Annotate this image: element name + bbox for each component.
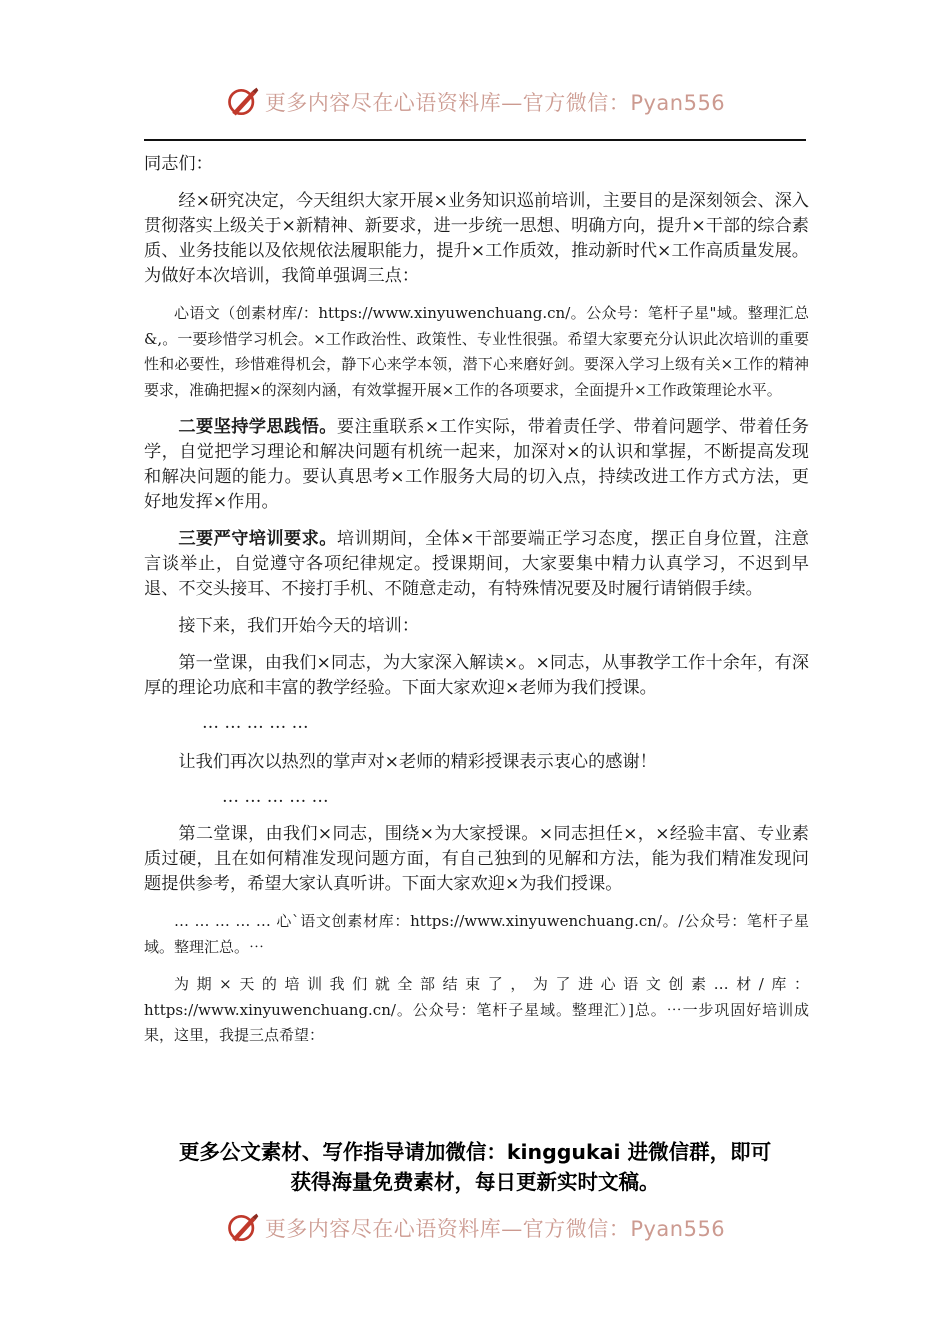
point-two-title: 二要坚持学思践悟。 (178, 417, 337, 437)
transition-paragraph: 接下来，我们开始今天的培训： (178, 616, 420, 636)
point-two-paragraph (144, 415, 809, 515)
point-two-text: 要注重联系×工作实际，带着责任学、带着问题学、带着任务学，自觉把学习理论和解决问题有机统一起来，加深对×的认识和掌握，不断提高发现和解决问题的能力。要认真思考×工作服务大局的切入点，持续改进工作方式方法，更好地发挥×作用。 (144, 417, 809, 512)
ellipsis-line-2: … … … … … (222, 787, 329, 807)
footer-banner (0, 1206, 950, 1250)
closing-paragraph: 为期×天的培训我们就全部结束了，为了进心语文创素…材/库：https://www.xinyuwenchuang.cn/。公众号：笔杆子星域。整理汇）]总。⋯一步巩固好培训成果，这里，我提三点希望： (144, 975, 809, 1044)
pen-logo-icon (225, 1210, 261, 1246)
point-three-title: 三要严守培训要求。 (178, 529, 337, 549)
ellipsis-line-3: … … … … … 心`语文创素材库：https://www.xinyuwenchuang.cn/。/公众号：笔杆子星域。整理汇总。⋯ (144, 912, 809, 956)
thanks-paragraph: 让我们再次以热烈的掌声对×老师的精彩授课表示衷心的感谢！ (178, 752, 657, 772)
footer-call-to-action (0, 1137, 950, 1197)
point-one-paragraph: 心语文（创素材库/：https://www.xinyuwenchuang.cn/。公众号：笔杆子星"域。整理汇总&,。一要珍惜学习机会。×工作政治性、政策性、专业性很强。希望大家要充分认识此次培训的重要性和必要性，珍惜难得机会，静下心来学本领，潜下心来磨好剑。要深入学习上级有关×工作的精神要求，准确把握×的深刻内涵，有效掌握开展×工作的各项要求，全面提升×工作政策理论水平。 (144, 304, 809, 399)
point-three-text: 培训期间，全体×干部要端正学习态度，摆正自身位置，注意言谈举止，自觉遵守各项纪律规定。授课期间，大家要集中精力认真学习，不迟到早退、不交头接耳、不接打手机、不随意走动，有特殊情况要及时履行请销假手续。 (144, 529, 809, 599)
salutation: 同志们： (144, 154, 213, 174)
ellipsis-line-1: … … … … … (202, 713, 309, 733)
pen-logo-icon (225, 84, 261, 120)
document-body (144, 152, 809, 1049)
banner-text: 更多内容尽在心语资料库—官方微信：Pyan556 (264, 91, 726, 115)
lesson-two-paragraph: 第二堂课，由我们×同志，围绕×为大家授课。×同志担任×，×经验丰富、专业素质过硬，且在如何精准发现问题方面，有自己独到的见解和方法，能为我们精准发现问题提供参考，希望大家认真听讲。下面大家欢迎×为我们授课。 (144, 824, 809, 894)
footer-cta-line-2: 获得海量免费素材，每日更新实时文稿。 (290, 1170, 660, 1194)
header-rule (144, 139, 806, 141)
footer-cta-line-1: 更多公文素材、写作指导请加微信：kinggukai 进微信群，即可 (178, 1140, 772, 1164)
header-banner (0, 80, 950, 124)
intro-paragraph: 经×研究决定，今天组织大家开展×业务知识巡前培训，主要目的是深刻领会、深入贯彻落实上级关于×新精神、新要求，进一步统一思想、明确方向，提升×干部的综合素质、业务技能以及依规依法履职能力，提升×工作质效，推动新时代×工作高质量发展。为做好本次培训，我简单强调三点： (144, 191, 809, 286)
lesson-one-paragraph: 第一堂课，由我们×同志，为大家深入解读×。×同志，从事教学工作十余年，有深厚的理论功底和丰富的教学经验。下面大家欢迎×老师为我们授课。 (144, 653, 809, 698)
banner-text: 更多内容尽在心语资料库—官方微信：Pyan556 (264, 1217, 726, 1241)
point-three-paragraph (144, 527, 809, 602)
